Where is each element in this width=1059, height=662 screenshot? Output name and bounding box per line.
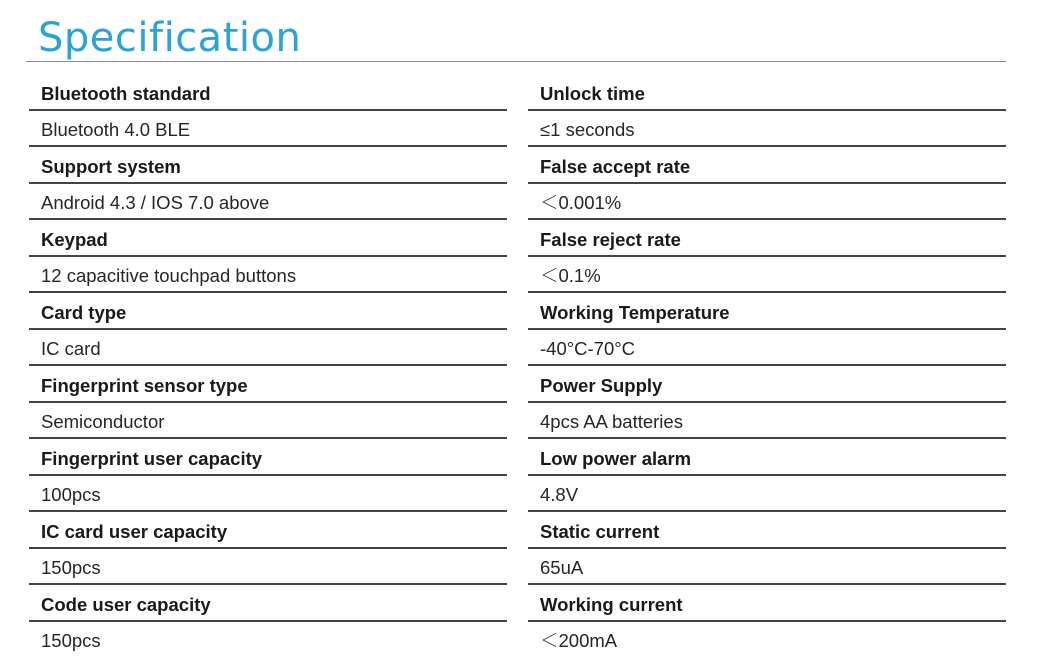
spec-value: ≤1 seconds: [540, 119, 635, 140]
spec-value: 65uA: [540, 557, 584, 578]
spec-label-row: [528, 220, 1006, 257]
spec-label-row: [29, 585, 507, 622]
title-divider: [26, 61, 1006, 62]
spec-value: Semiconductor: [41, 411, 165, 432]
spec-value-row: [29, 549, 507, 586]
spec-column-right: [528, 74, 1006, 656]
spec-label: False reject rate: [540, 228, 681, 250]
spec-value-row: [528, 403, 1006, 440]
spec-label: Power Supply: [540, 374, 663, 396]
spec-value: 150pcs: [41, 557, 101, 578]
spec-value-row: [528, 184, 1006, 221]
spec-value: 12 capacitive touchpad buttons: [41, 265, 297, 286]
spec-label: Working Temperature: [540, 301, 730, 323]
spec-value: Bluetooth 4.0 BLE: [41, 119, 191, 140]
spec-value-row: [528, 476, 1006, 513]
spec-value-row: [528, 111, 1006, 148]
spec-label-row: [528, 147, 1006, 184]
spec-column-left: [29, 74, 507, 656]
spec-value-row: [29, 476, 507, 513]
spec-label: False accept rate: [540, 155, 691, 177]
spec-label: Bluetooth standard: [41, 82, 211, 104]
spec-value-row: [528, 549, 1006, 586]
spec-label: Support system: [41, 155, 181, 177]
spec-label-row: [29, 147, 507, 184]
spec-value-row: [528, 257, 1006, 294]
spec-label: Keypad: [41, 228, 108, 250]
spec-value-row: [29, 403, 507, 440]
spec-label: Low power alarm: [540, 447, 692, 469]
spec-value: 150pcs: [41, 630, 101, 651]
spec-value-row: [29, 622, 507, 657]
spec-label-row: [528, 512, 1006, 549]
spec-value: 4.8V: [540, 484, 579, 505]
spec-label: Unlock time: [540, 82, 645, 104]
spec-label: Static current: [540, 520, 660, 542]
spec-label-row: [29, 366, 507, 403]
spec-label-row: [29, 512, 507, 549]
spec-value-row: [29, 330, 507, 367]
spec-label: Fingerprint sensor type: [41, 374, 248, 396]
spec-label-row: [29, 439, 507, 476]
spec-value: ＜200mA: [540, 630, 618, 651]
spec-label-row: [29, 74, 507, 111]
spec-value-row: [29, 111, 507, 148]
spec-value: 4pcs AA batteries: [540, 411, 683, 432]
spec-label: Fingerprint user capacity: [41, 447, 263, 469]
spec-label-row: [528, 439, 1006, 476]
spec-label-row: [528, 366, 1006, 403]
spec-value-row: [29, 257, 507, 294]
spec-label: Code user capacity: [41, 593, 211, 615]
spec-label-row: [29, 293, 507, 330]
spec-value-row: [528, 330, 1006, 367]
spec-value-row: [528, 622, 1006, 657]
spec-value: 100pcs: [41, 484, 101, 505]
spec-value: ＜0.1%: [540, 265, 601, 286]
spec-value-row: [29, 184, 507, 221]
spec-label-row: [528, 585, 1006, 622]
spec-label: Card type: [41, 301, 127, 323]
spec-value: Android 4.3 / IOS 7.0 above: [41, 192, 270, 213]
spec-label: IC card user capacity: [41, 520, 228, 542]
spec-label-row: [528, 293, 1006, 330]
spec-label-row: [528, 74, 1006, 111]
spec-label: Working current: [540, 593, 683, 615]
page-title: Specification: [38, 15, 302, 61]
spec-value: IC card: [41, 338, 101, 359]
spec-label-row: [29, 220, 507, 257]
spec-value: -40°C-70°C: [540, 338, 635, 359]
spec-value: ＜0.001%: [540, 192, 622, 213]
